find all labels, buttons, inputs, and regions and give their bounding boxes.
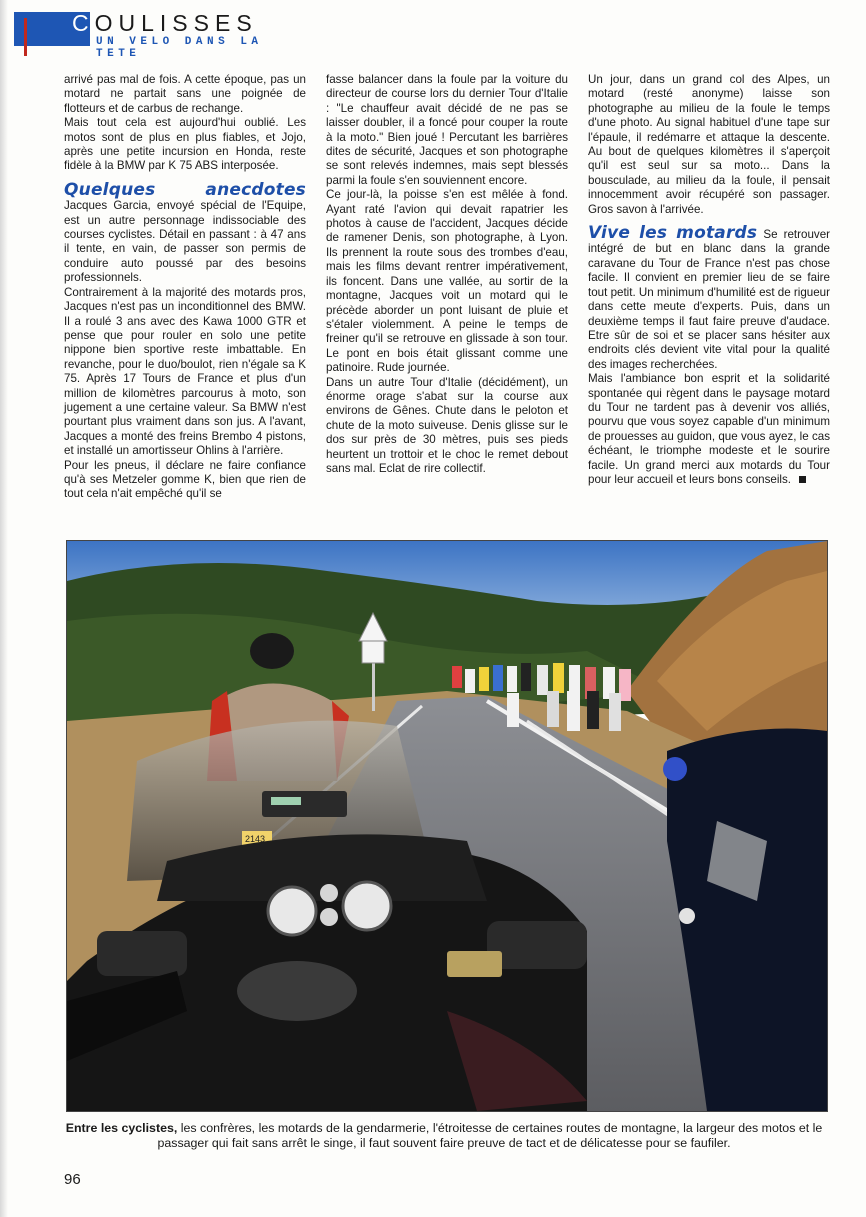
caption-text: les confrères, les motards de la gendarmerie, l'étroitesse de certaines routes de montagne, la largeur des motos et le passager qui fait sans arrêt le singe, il faut souvent faire preuve de tact et de délicatesse pour se faufiler. — [157, 1121, 823, 1150]
article-column-1 — [64, 73, 306, 502]
photo-caption — [64, 1121, 824, 1150]
paragraph-with-subhead — [588, 223, 830, 372]
paragraph: arrivé pas mal de fois. A cette époque, pas un motard ne partait sans une poignée de flotteurs et de carbus de rechange. — [64, 73, 306, 115]
paragraph-text: Mais l'ambiance bon esprit et la solidarité spontanée qui règent dans le paysage motard du Tour ne tardent pas à devenir vos alliés, pourvu que vous soyez capable d'un minimum de prouesses au guidon, que vous ayez, le cas échéant, le triomphe modeste et le sourire facile. Un grand merci aux motards du Tour pour leur accueil et leurs bons conseils. — [588, 372, 830, 486]
paragraph: Mais tout cela est aujourd'hui oublié. Les motos sont de plus en plus fiables, et Jojo, après une petite incursion en Honda, reste fidèle à la BMW par K 75 ABS interposée. — [64, 116, 306, 173]
subhead-anecdotes: Quelques anecdotes — [64, 179, 306, 200]
subhead-motards: Vive les motards — [588, 223, 758, 244]
paragraph: Dans un autre Tour d'Italie (décidément), un énorme orage s'abat sur la course aux environs de Gênes. Chute dans le peloton et chute de la moto suiveuse. Denis glisse sur le dos sur près de 30 mètres, puis ses pieds heurtent un trottoir et le choc le remet debout sans mal. Eclat de rire collectif. — [326, 375, 568, 475]
end-of-article-mark — [799, 476, 806, 483]
paragraph-text: Se retrouver intégré de but en blanc dans la grande caravane du Tour de France n'est pas chose facile. Il convient en premier lieu de se faire tout petit. Un minimum d'humilité est de rigueur dans cette meute d'experts. Puis, dans un deuxième temps il faut faire preuve d'audace. Etre sûr de soi et se placer sans hésiter aux endroits clés devient vite vital pour la qualité des images recherchées. — [588, 228, 830, 371]
tachometer — [343, 882, 391, 930]
section-title-rest: OULISSES — [94, 10, 258, 36]
section-header — [12, 10, 312, 60]
paragraph: Un jour, dans un grand col des Alpes, un motard (resté anonyme) laisse son photographe au milieu de la foule le temps d'une photo. Au signal habituel d'une tape sur l'épaule, il redémarre et attaque la descente. Au bout de quelques kilomètres il s'aperçoit qu'il est seul sur sa moto... Dans la bousculade, au milieu da la foule, il pensait innocemment avoir récupéré son passager. Gros savon à l'arrivée. — [588, 73, 830, 216]
radio-unit — [262, 791, 347, 817]
header-red-mark — [24, 18, 27, 56]
section-title — [72, 10, 258, 37]
paragraph-text: Jacques Garcia, envoyé spécial de l'Equipe, est un autre personnage indissociable des courses cyclistes. Détail en passant : à 47 ans il tente, en vain, de passer son permis de conduire auto poussé par des besoins professionnels. — [64, 199, 306, 285]
article-photo — [66, 540, 828, 1112]
article-column-2 — [326, 73, 568, 476]
paragraph — [588, 372, 830, 487]
page-number: 96 — [64, 1171, 81, 1188]
page-gutter — [0, 0, 8, 1217]
paragraph-with-subhead — [64, 179, 306, 286]
caption-lead: Entre les cyclistes, — [65, 1121, 178, 1135]
blue-light-icon — [663, 757, 687, 781]
left-mirror — [97, 931, 187, 976]
motorcycle-road-photo — [67, 541, 827, 1111]
plate-text: 2143 — [245, 834, 266, 844]
section-subtitle: UN VELO DANS LA TETE — [96, 36, 263, 60]
article-column-3 — [588, 73, 830, 487]
paragraph: Contrairement à la majorité des motards pros, Jacques n'est pas un inconditionnel des BMW. Il a roulé 3 ans avec des Kawa 1000 GTR et pense que pour rouler en solo une petite nippone bien sportive reste imbattable. En revanche, pour le duo/boulot, rien n'égale sa K 75. Après 17 Tours de France et plus d'un million de kilomètres parcourus à moto, son jugement a une certaine valeur. Sa BMW n'est pourtant plus vraiment dans son jus. A l'avant, Jacques a monté des freins Brembo 4 pistons, et installé un amortisseur Ohlins à l'arrière. — [64, 285, 306, 458]
paragraph: Ce jour-là, la poisse s'en est mêlée à fond. Ayant raté l'avion qui devait rapatrier les photos à cause de l'accident, Jacques décide de ramener Denis, son photographe, à Lyon. Ils prennent la route sous des trombes d'eau, mais les films devant rentrer impérativement, ils foncent. Dans une vallée, au sortir de la montagne, Jacques voit un motard qui le précède aborder un pont luisant de pluie et s'étaler violemment. A peine le temps de freiner qu'il se retrouve en glissade à son tour. Le pont en bois était glissant comme une patinoire. Rude journée. — [326, 188, 568, 375]
speedometer — [268, 887, 316, 935]
paragraph: fasse balancer dans la foule par la voiture du directeur de course lors du dernier Tour d'Italie : "Le chauffeur avait décidé de ne pas se laisser doubler, il a foncé pour couper la route à la moto." Bien joué ! Percutant les barrières dites de sécurité, Jacques et son photographe se sont relevés indemnes, mais sept blessés parmi la foule s'en souviennent encore. — [326, 73, 568, 187]
section-title-initial: C — [72, 10, 95, 36]
paragraph: Pour les pneus, il déclare ne faire confiance qu'à ses Metzeler gomme K, bien que rien de tout cela n'ait empêché qu'il se — [64, 458, 306, 501]
